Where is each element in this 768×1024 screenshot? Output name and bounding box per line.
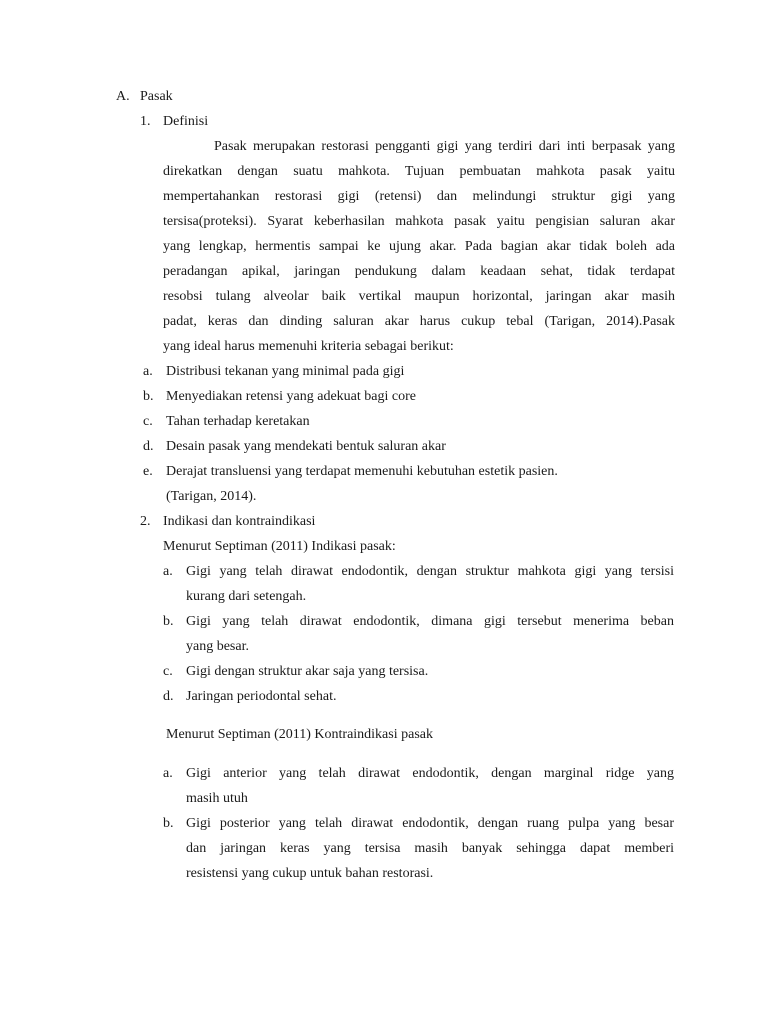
subsection-title-indikasi: Indikasi dan kontraindikasi [163, 514, 316, 529]
subsection-title-definisi: Definisi [163, 114, 209, 129]
definisi-paragraph-line: Pasak merupakan restorasi pengganti gigi yang terdiri dari inti berpasak yang [214, 139, 675, 154]
definisi-paragraph-line: resobsi tulang alveolar baik vertikal maupun horizontal, jaringan akar masih [163, 289, 675, 304]
kontra-item-line: Gigi anterior yang telah dirawat endodontik, dengan marginal ridge yang [186, 766, 674, 781]
criteria-item: Derajat transluensi yang terdapat memenuhi kebutuhan estetik pasien. [166, 464, 558, 479]
kontra-intro: Menurut Septiman (2011) Kontraindikasi pasak [166, 727, 433, 742]
indikasi-item-line: kurang dari setengah. [186, 589, 307, 604]
criteria-item: Desain pasak yang mendekati bentuk saluran akar [166, 439, 446, 454]
criteria-marker: d. [143, 439, 154, 454]
indikasi-intro: Menurut Septiman (2011) Indikasi pasak: [163, 539, 396, 554]
indikasi-marker: a. [163, 564, 173, 579]
subsection-marker-indikasi: 2. [140, 514, 151, 529]
criteria-item: Distribusi tekanan yang minimal pada gigi [166, 364, 405, 379]
section-title: Pasak [140, 89, 173, 104]
indikasi-marker: b. [163, 614, 174, 629]
kontra-item-line: resistensi yang cukup untuk bahan restorasi. [186, 866, 434, 881]
kontra-item-line: Gigi posterior yang telah dirawat endodontik, dengan ruang pulpa yang besar [186, 816, 674, 831]
section-marker: A. [116, 89, 130, 104]
kontra-marker: b. [163, 816, 174, 831]
criteria-item: Tahan terhadap keretakan [166, 414, 310, 429]
criteria-marker: b. [143, 389, 154, 404]
indikasi-item-line: Gigi dengan struktur akar saja yang tersisa. [186, 664, 429, 679]
kontra-item-line: masih utuh [186, 791, 248, 806]
definisi-paragraph-line: peradangan apikal, jaringan pendukung dalam keadaan sehat, tidak terdapat [163, 264, 675, 279]
indikasi-marker: c. [163, 664, 173, 679]
citation: (Tarigan, 2014). [166, 489, 257, 504]
criteria-marker: a. [143, 364, 153, 379]
indikasi-marker: d. [163, 689, 174, 704]
definisi-paragraph-line: yang lengkap, hermentis sampai ke ujung akar. Pada bagian akar tidak boleh ada [163, 239, 675, 254]
kontra-marker: a. [163, 766, 173, 781]
criteria-marker: e. [143, 464, 153, 479]
criteria-item: Menyediakan retensi yang adekuat bagi core [166, 389, 416, 404]
definisi-paragraph-line: tersisa(proteksi). Syarat keberhasilan mahkota pasak yaitu pengisian saluran akar [163, 214, 675, 229]
criteria-marker: c. [143, 414, 153, 429]
definisi-paragraph-line: mempertahankan restorasi gigi (retensi) dan melindungi struktur gigi yang [163, 189, 675, 204]
definisi-paragraph-line: padat, keras dan dinding saluran akar harus cukup tebal (Tarigan, 2014).Pasak [163, 314, 675, 329]
definisi-paragraph-line: direkatkan dengan suatu mahkota. Tujuan pembuatan mahkota pasak yaitu [163, 164, 675, 179]
indikasi-item-line: Gigi yang telah dirawat endodontik, dengan struktur mahkota gigi yang tersisi [186, 564, 674, 579]
indikasi-item-line: Gigi yang telah dirawat endodontik, dimana gigi tersebut menerima beban [186, 614, 674, 629]
indikasi-item-line: Jaringan periodontal sehat. [186, 689, 337, 704]
definisi-paragraph-line: yang ideal harus memenuhi kriteria sebagai berikut: [163, 339, 454, 354]
subsection-marker-definisi: 1. [140, 114, 151, 129]
kontra-item-line: dan jaringan keras yang tersisa masih banyak sehingga dapat memberi [186, 841, 674, 856]
indikasi-item-line: yang besar. [186, 639, 249, 654]
